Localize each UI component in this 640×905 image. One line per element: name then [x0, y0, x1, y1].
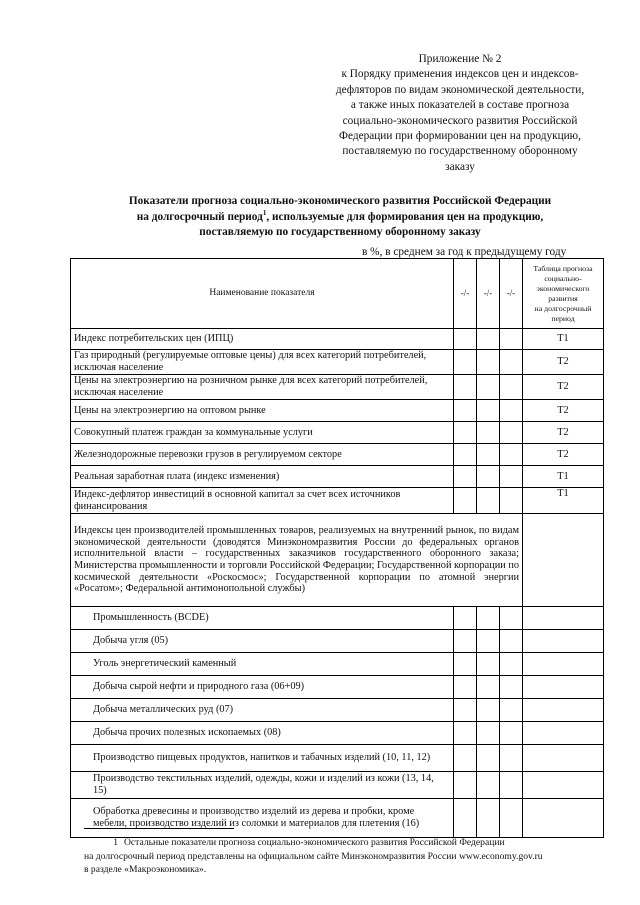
ppi-header-text: Индексы цен производителей промышленных товаров, реализуемых на внутренний рынок, по видам экономической деятельности (доводятся Минэкономразвития России до федеральных органов исполнительной власти – государственных заказчиков государственного оборонного заказа; Министерства промышленности и торговли Российской Федерации; Государственной корпорации по космической деятельности «Роскосмос»; Государственной корпорации по атомной энергии «Росатом»; Федеральной антимонопольной службы) [71, 514, 523, 607]
header-indicator-name: Наименование показателя [71, 259, 454, 329]
value-cell [500, 699, 523, 722]
footnote-divider [84, 828, 234, 829]
header-period: -/- [500, 259, 523, 329]
value-cell [454, 466, 477, 488]
forecast-table-code: Т1 [523, 329, 604, 350]
value-cell [477, 653, 500, 676]
value-cell [477, 676, 500, 699]
value-cell [500, 799, 523, 838]
value-cell [500, 375, 523, 400]
indicator-name: Цены на электроэнергию на оптовом рынке [71, 400, 454, 422]
value-cell [454, 772, 477, 799]
value-cell [454, 444, 477, 466]
table-row [71, 799, 604, 838]
header-forecast-table [523, 259, 604, 329]
value-cell [454, 722, 477, 745]
forecast-table-code: Т2 [523, 444, 604, 466]
header-forecast-line: развития [548, 293, 578, 303]
footnote-line-1 [84, 836, 602, 850]
footnote-mark: 1 [113, 837, 118, 848]
indicator-name: Добыча металлических руд (07) [71, 699, 454, 722]
value-cell [477, 350, 500, 375]
value-cell [500, 350, 523, 375]
value-cell [500, 329, 523, 350]
value-cell [454, 488, 477, 514]
indicators-table [70, 258, 604, 838]
indicator-name: Обработка древесины и производство изделий из дерева и пробки, кроме мебели, производство изделий из соломки и материалов для плетения (16) [71, 799, 454, 838]
appendix-line: поставляемую по государственному оборонному [342, 145, 578, 158]
table-header-row [71, 259, 604, 329]
header-period: -/- [454, 259, 477, 329]
indicator-name: Индекс потребительских цен (ИПЦ) [71, 329, 454, 350]
forecast-table-code: Т2 [523, 375, 604, 400]
indicator-name: Добыча угля (05) [71, 630, 454, 653]
value-cell [500, 772, 523, 799]
value-cell [523, 676, 604, 699]
footnote-ref: 1 [262, 208, 267, 217]
value-cell [477, 375, 500, 400]
appendix-line: Приложение № 2 [418, 53, 502, 65]
value-cell [454, 630, 477, 653]
value-cell [477, 630, 500, 653]
value-cell [523, 653, 604, 676]
header-forecast-line: период [551, 313, 575, 323]
footnote [84, 836, 602, 877]
value-cell [477, 772, 500, 799]
footnote-line-2: на долгосрочный период представлены на официальном сайте Минэкономразвития России www.economy.gov.ru [84, 850, 543, 862]
appendix-line: Федерации при формировании цен на продукцию, [339, 130, 581, 143]
value-cell [454, 329, 477, 350]
units-note: в %, в среднем за год к предыдущему году [362, 246, 567, 258]
value-cell [500, 745, 523, 772]
indicator-name: Газ природный (регулируемые оптовые цены) для всех категорий потребителей, исключая население [71, 350, 454, 375]
title-line-3: поставляемую по государственному оборонному заказу [199, 226, 481, 239]
table-row [71, 745, 604, 772]
appendix-line: а также иных показателей в составе прогноза [350, 99, 570, 112]
indicator-name: Реальная заработная плата (индекс изменения) [71, 466, 454, 488]
table-row [71, 607, 604, 630]
header-forecast-line: Таблица прогноза [533, 263, 593, 273]
indicator-name: Промышленность (BCDE) [71, 607, 454, 630]
header-period: -/- [477, 259, 500, 329]
value-cell [500, 676, 523, 699]
value-cell [500, 422, 523, 444]
value-cell [477, 400, 500, 422]
title-line-2-main: на долгосрочный период [136, 210, 263, 223]
indicator-name: Производство пищевых продуктов, напитков и табачных изделий (10, 11, 12) [71, 745, 454, 772]
value-cell [523, 722, 604, 745]
table-row [71, 722, 604, 745]
footnote-text-1: Остальные показатели прогноза социально-экономического развития Российской Федерации [124, 837, 505, 848]
appendix-line: дефляторов по видам экономической деятельности, [335, 83, 585, 96]
value-cell [454, 375, 477, 400]
indicator-name: Добыча прочих полезных ископаемых (08) [71, 722, 454, 745]
value-cell [477, 722, 500, 745]
table-row [71, 350, 604, 375]
forecast-table-code: Т1 [523, 488, 604, 514]
header-forecast-line: на долгосрочный [534, 303, 592, 313]
table-row [71, 422, 604, 444]
value-cell [477, 444, 500, 466]
table-row [71, 466, 604, 488]
document-title [60, 194, 620, 241]
forecast-table-code: Т1 [523, 466, 604, 488]
value-cell [500, 400, 523, 422]
value-cell [500, 488, 523, 514]
value-cell [477, 422, 500, 444]
value-cell [454, 676, 477, 699]
indicator-name: Совокупный платеж граждан за коммунальные услуги [71, 422, 454, 444]
value-cell [477, 488, 500, 514]
value-cell [500, 466, 523, 488]
value-cell [477, 745, 500, 772]
value-cell [500, 653, 523, 676]
table-row [71, 630, 604, 653]
table-row [71, 444, 604, 466]
appendix-line: к Порядку применения индексов цен и индексов- [341, 68, 579, 81]
value-cell [477, 799, 500, 838]
appendix-header [310, 52, 610, 175]
indicator-name: Производство текстильных изделий, одежды, кожи и изделий из кожи (13, 14, 15) [71, 772, 454, 799]
value-cell [500, 607, 523, 630]
value-cell [500, 630, 523, 653]
indicator-name: Индекс-дефлятор инвестиций в основной капитал за счет всех источников финансирования [71, 488, 454, 514]
value-cell [477, 699, 500, 722]
value-cell [477, 329, 500, 350]
value-cell [454, 607, 477, 630]
value-cell [500, 444, 523, 466]
table-row [71, 676, 604, 699]
value-cell [523, 772, 604, 799]
value-cell [454, 400, 477, 422]
title-line-2 [60, 210, 620, 226]
value-cell [523, 799, 604, 838]
value-cell [477, 466, 500, 488]
value-cell [477, 607, 500, 630]
table-row [71, 329, 604, 350]
table-row [71, 400, 604, 422]
table-row-ppi-header [71, 514, 604, 607]
value-cell [523, 745, 604, 772]
indicator-name: Добыча сырой нефти и природного газа (06+09) [71, 676, 454, 699]
title-line-2-rest: , используемые для формирования цен на продукцию, [266, 210, 544, 223]
value-cell [523, 607, 604, 630]
value-cell [454, 699, 477, 722]
header-forecast-line: экономического [536, 283, 590, 293]
forecast-table-code: Т2 [523, 400, 604, 422]
value-cell [454, 422, 477, 444]
appendix-line: заказу [445, 160, 475, 173]
table-row [71, 375, 604, 400]
appendix-line: социально-экономического развития Российской [342, 114, 578, 127]
indicator-name: Цены на электроэнергию на розничном рынке для всех категорий потребителей, исключая население [71, 375, 454, 400]
value-cell [454, 745, 477, 772]
value-cell [500, 722, 523, 745]
value-cell [454, 799, 477, 838]
indicator-name: Уголь энергетический каменный [71, 653, 454, 676]
value-cell [454, 653, 477, 676]
value-cell [523, 630, 604, 653]
indicator-name: Железнодорожные перевозки грузов в регулируемом секторе [71, 444, 454, 466]
forecast-table-code: Т2 [523, 422, 604, 444]
table-row [71, 699, 604, 722]
footnote-line-3: в разделе «Макроэкономика». [84, 864, 207, 875]
table-row [71, 772, 604, 799]
forecast-table-code: Т2 [523, 350, 604, 375]
table-row [71, 488, 604, 514]
value-cell [454, 350, 477, 375]
table-row [71, 653, 604, 676]
title-line-1: Показатели прогноза социально-экономического развития Российской Федерации [128, 195, 552, 207]
forecast-table-code-empty [523, 514, 604, 607]
header-forecast-line: социально- [544, 273, 582, 283]
value-cell [523, 699, 604, 722]
